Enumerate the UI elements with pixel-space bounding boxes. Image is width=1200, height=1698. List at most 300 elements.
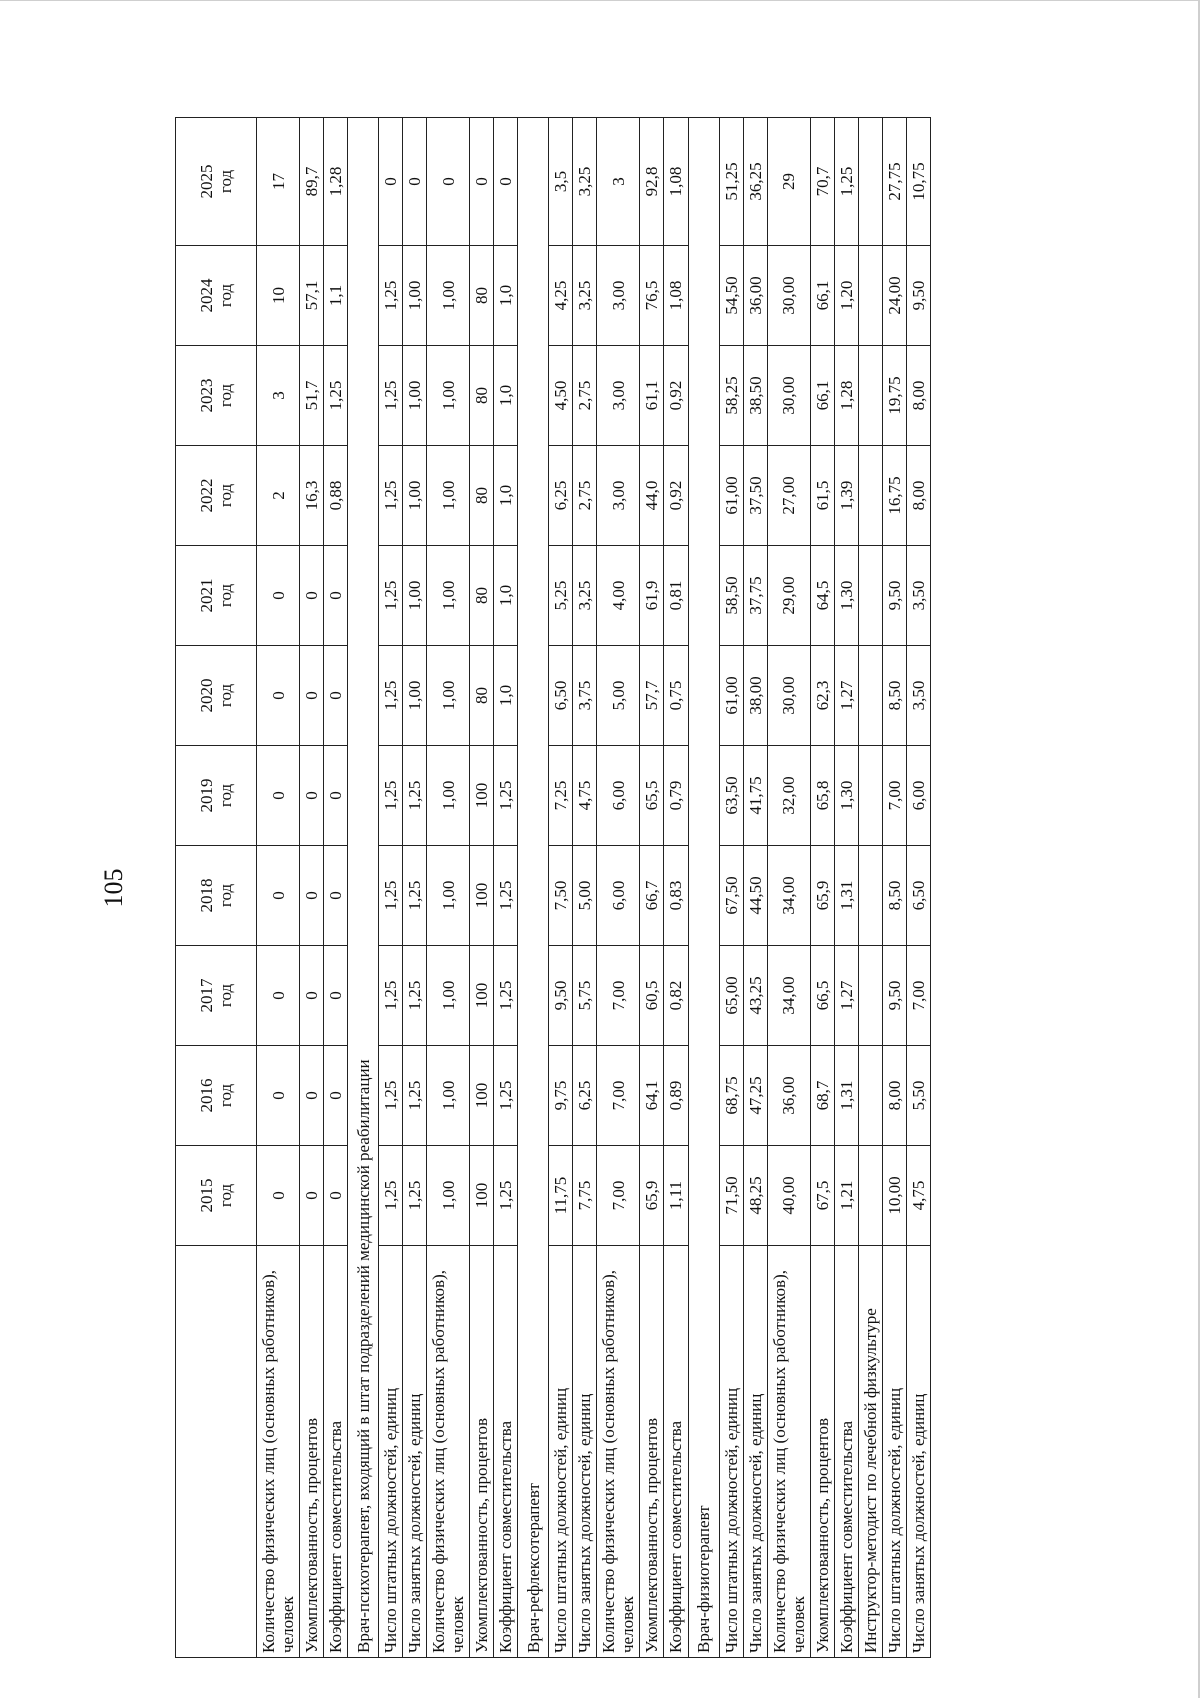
cell-value: 61,5	[810, 446, 834, 546]
row-label: Инструктор-методист по лечебной физкультуре	[858, 1246, 882, 1658]
cell-value: 48,25	[743, 1146, 767, 1246]
section-row	[688, 118, 719, 1658]
cell-value: 1,25	[379, 646, 403, 746]
year-header	[176, 1146, 257, 1246]
cell-value: 44,50	[743, 846, 767, 946]
table-row	[719, 118, 743, 1658]
table-row	[767, 118, 810, 1658]
year-unit: год	[216, 383, 235, 408]
cell-value: 0	[300, 946, 324, 1046]
cell-value: 100	[470, 846, 494, 946]
row-label: Число занятых должностей, единиц	[573, 1246, 597, 1658]
cell-value: 7,25	[549, 746, 573, 846]
cell-value: 17	[257, 118, 300, 246]
cell-value: 3,25	[573, 546, 597, 646]
year-value: 2019	[196, 778, 216, 813]
year-header	[176, 846, 257, 946]
cell-value: 37,75	[743, 546, 767, 646]
year-header	[176, 346, 257, 446]
cell-value: 2,75	[573, 346, 597, 446]
cell-value: 6,25	[549, 446, 573, 546]
cell-value: 100	[470, 946, 494, 1046]
cell-value: 67,5	[810, 1146, 834, 1246]
cell-value: 3,50	[906, 546, 930, 646]
cell-value: 1,00	[403, 446, 427, 546]
row-label: Укомплектованность, процентов	[300, 1246, 324, 1658]
cell-value: 9,50	[882, 546, 906, 646]
section-title: Врач-рефлексотерапевт	[518, 118, 549, 1658]
cell-value: 0,89	[664, 1046, 688, 1146]
cell-value: 27,00	[767, 446, 810, 546]
cell-value: 0,92	[664, 446, 688, 546]
cell-value: 30,00	[767, 246, 810, 346]
cell-value: 80	[470, 546, 494, 646]
cell-value	[858, 346, 882, 446]
cell-value: 0	[300, 1146, 324, 1246]
cell-value: 5,00	[573, 846, 597, 946]
cell-value: 1,25	[379, 446, 403, 546]
cell-value: 3,25	[573, 246, 597, 346]
cell-value: 3,00	[597, 246, 640, 346]
cell-value: 1,00	[427, 446, 470, 546]
cell-value: 66,5	[810, 946, 834, 1046]
cell-value: 43,25	[743, 946, 767, 1046]
cell-value: 0	[300, 646, 324, 746]
year-unit: год	[216, 169, 235, 194]
cell-value: 30,00	[767, 346, 810, 446]
cell-value: 1,00	[427, 1046, 470, 1146]
table-row	[403, 118, 427, 1658]
table-row	[882, 118, 906, 1658]
cell-value	[858, 246, 882, 346]
cell-value: 1,00	[403, 646, 427, 746]
cell-value: 1,00	[427, 646, 470, 746]
cell-value: 1,11	[664, 1146, 688, 1246]
cell-value: 16,3	[300, 446, 324, 546]
cell-value: 11,75	[549, 1146, 573, 1246]
year-value: 2018	[196, 878, 216, 913]
year-unit: год	[216, 483, 235, 508]
row-label: Число штатных должностей, единиц	[882, 1246, 906, 1658]
cell-value: 29,00	[767, 546, 810, 646]
cell-value: 0	[300, 746, 324, 846]
table-row	[470, 118, 494, 1658]
cell-value: 6,50	[549, 646, 573, 746]
cell-value: 0	[257, 1046, 300, 1146]
cell-value: 65,00	[719, 946, 743, 1046]
cell-value: 68,75	[719, 1046, 743, 1146]
cell-value: 58,25	[719, 346, 743, 446]
cell-value: 36,00	[743, 246, 767, 346]
cell-value: 1,00	[427, 246, 470, 346]
row-label: Число занятых должностей, единиц	[403, 1246, 427, 1658]
cell-value: 1,25	[403, 1146, 427, 1246]
section-row	[348, 118, 379, 1658]
cell-value: 10,75	[906, 118, 930, 246]
cell-value: 100	[470, 746, 494, 846]
cell-value: 0	[257, 546, 300, 646]
cell-value: 1,25	[324, 346, 348, 446]
table-row	[858, 118, 882, 1658]
row-label: Коэффициент совместительства	[494, 1246, 518, 1658]
cell-value	[858, 118, 882, 246]
cell-value: 61,9	[640, 546, 664, 646]
cell-value: 4,75	[906, 1146, 930, 1246]
cell-value: 1,39	[834, 446, 858, 546]
cell-value: 0,92	[664, 346, 688, 446]
cell-value: 3,5	[549, 118, 573, 246]
cell-value: 68,7	[810, 1046, 834, 1146]
cell-value: 3,00	[597, 446, 640, 546]
year-value: 2023	[196, 378, 216, 413]
cell-value: 1,0	[494, 346, 518, 446]
table-row	[324, 118, 348, 1658]
row-label: Укомплектованность, процентов	[470, 1246, 494, 1658]
cell-value: 0	[324, 646, 348, 746]
cell-value: 3,50	[906, 646, 930, 746]
cell-value: 9,50	[906, 246, 930, 346]
cell-value: 6,00	[597, 746, 640, 846]
cell-value: 92,8	[640, 118, 664, 246]
cell-value: 1,25	[403, 746, 427, 846]
cell-value: 8,50	[882, 646, 906, 746]
cell-value	[858, 1046, 882, 1146]
cell-value: 0,79	[664, 746, 688, 846]
page-number: 105	[99, 868, 128, 908]
cell-value: 1,08	[664, 246, 688, 346]
row-label: Коэффициент совместительства	[324, 1246, 348, 1658]
cell-value: 19,75	[882, 346, 906, 446]
cell-value: 1,00	[427, 746, 470, 846]
table-body	[257, 118, 931, 1658]
cell-value: 5,75	[573, 946, 597, 1046]
year-value: 2022	[196, 478, 216, 513]
cell-value: 4,25	[549, 246, 573, 346]
section-title: Врач-психотерапевт, входящий в штат подразделений медицинской реабилитации	[348, 118, 379, 1658]
cell-value: 1,30	[834, 746, 858, 846]
cell-value: 8,00	[906, 346, 930, 446]
cell-value	[858, 1146, 882, 1246]
cell-value: 1,30	[834, 546, 858, 646]
cell-value: 6,00	[597, 846, 640, 946]
table-row	[573, 118, 597, 1658]
cell-value: 1,25	[494, 946, 518, 1046]
cell-value: 36,25	[743, 118, 767, 246]
cell-value: 0	[324, 946, 348, 1046]
cell-value: 2,75	[573, 446, 597, 546]
cell-value: 1,25	[494, 746, 518, 846]
cell-value: 0,88	[324, 446, 348, 546]
cell-value	[858, 546, 882, 646]
cell-value: 0	[324, 1146, 348, 1246]
row-label: Число занятых должностей, единиц	[743, 1246, 767, 1658]
year-value: 2020	[196, 678, 216, 713]
cell-value: 0	[257, 1146, 300, 1246]
cell-value: 1,25	[379, 246, 403, 346]
table-row	[664, 118, 688, 1658]
cell-value: 44,0	[640, 446, 664, 546]
year-header	[176, 118, 257, 246]
table-header-row	[176, 118, 257, 1658]
table-row	[810, 118, 834, 1658]
year-header	[176, 746, 257, 846]
cell-value: 1,00	[403, 246, 427, 346]
table-row	[640, 118, 664, 1658]
cell-value: 1,25	[494, 846, 518, 946]
cell-value	[858, 746, 882, 846]
cell-value	[858, 446, 882, 546]
cell-value: 1,27	[834, 646, 858, 746]
row-label: Укомплектованность, процентов	[810, 1246, 834, 1658]
cell-value: 1,00	[427, 546, 470, 646]
table-row	[906, 118, 930, 1658]
row-label: Число штатных должностей, единиц	[379, 1246, 403, 1658]
cell-value: 1,1	[324, 246, 348, 346]
table-row	[494, 118, 518, 1658]
cell-value: 1,25	[379, 546, 403, 646]
cell-value: 67,50	[719, 846, 743, 946]
cell-value: 76,5	[640, 246, 664, 346]
year-value: 2024	[196, 278, 216, 313]
cell-value: 0	[427, 118, 470, 246]
cell-value: 1,31	[834, 1046, 858, 1146]
cell-value: 1,28	[834, 346, 858, 446]
cell-value: 4,50	[549, 346, 573, 446]
year-header	[176, 546, 257, 646]
cell-value: 1,25	[403, 946, 427, 1046]
cell-value: 100	[470, 1046, 494, 1146]
cell-value: 24,00	[882, 246, 906, 346]
year-unit: год	[216, 1183, 235, 1208]
cell-value: 61,1	[640, 346, 664, 446]
year-value: 2016	[196, 1078, 216, 1113]
cell-value: 1,0	[494, 246, 518, 346]
cell-value: 8,00	[882, 1046, 906, 1146]
year-unit: год	[216, 983, 235, 1008]
cell-value	[858, 646, 882, 746]
cell-value: 7,00	[597, 1046, 640, 1146]
year-header	[176, 646, 257, 746]
cell-value: 57,7	[640, 646, 664, 746]
cell-value: 0	[257, 646, 300, 746]
cell-value: 1,25	[403, 846, 427, 946]
cell-value: 70,7	[810, 118, 834, 246]
cell-value: 80	[470, 646, 494, 746]
cell-value: 29	[767, 118, 810, 246]
year-unit: год	[216, 683, 235, 708]
cell-value: 1,0	[494, 646, 518, 746]
year-unit: год	[216, 583, 235, 608]
year-value: 2017	[196, 978, 216, 1013]
cell-value: 38,00	[743, 646, 767, 746]
cell-value: 0	[324, 746, 348, 846]
year-header	[176, 946, 257, 1046]
cell-value: 64,5	[810, 546, 834, 646]
table-row	[379, 118, 403, 1658]
cell-value: 51,25	[719, 118, 743, 246]
cell-value: 80	[470, 346, 494, 446]
table-row	[549, 118, 573, 1658]
cell-value: 7,50	[549, 846, 573, 946]
cell-value: 61,00	[719, 646, 743, 746]
cell-value: 51,7	[300, 346, 324, 446]
cell-value: 60,5	[640, 946, 664, 1046]
cell-value: 65,5	[640, 746, 664, 846]
cell-value: 1,25	[379, 946, 403, 1046]
year-unit: год	[216, 1083, 235, 1108]
cell-value: 4,75	[573, 746, 597, 846]
cell-value: 63,50	[719, 746, 743, 846]
table-row	[427, 118, 470, 1658]
cell-value: 0	[257, 746, 300, 846]
row-label: Количество физических лиц (основных работников), человек	[427, 1246, 470, 1658]
cell-value: 1,0	[494, 546, 518, 646]
cell-value: 3,25	[573, 118, 597, 246]
year-header	[176, 1046, 257, 1146]
year-header	[176, 446, 257, 546]
cell-value: 0,81	[664, 546, 688, 646]
cell-value: 9,50	[549, 946, 573, 1046]
cell-value: 0	[300, 1046, 324, 1146]
cell-value: 65,9	[640, 1146, 664, 1246]
cell-value: 0	[403, 118, 427, 246]
cell-value: 1,25	[379, 746, 403, 846]
cell-value: 0,82	[664, 946, 688, 1046]
cell-value: 32,00	[767, 746, 810, 846]
row-label: Количество физических лиц (основных работников), человек	[767, 1246, 810, 1658]
year-value: 2015	[196, 1178, 216, 1213]
cell-value: 0	[300, 546, 324, 646]
cell-value: 1,00	[403, 346, 427, 446]
cell-value: 0	[324, 846, 348, 946]
cell-value: 1,31	[834, 846, 858, 946]
cell-value: 6,25	[573, 1046, 597, 1146]
cell-value: 1,21	[834, 1146, 858, 1246]
cell-value: 1,25	[379, 846, 403, 946]
section-title: Врач-физиотерапевт	[688, 118, 719, 1658]
cell-value: 9,50	[882, 946, 906, 1046]
cell-value: 40,00	[767, 1146, 810, 1246]
cell-value: 3,00	[597, 346, 640, 446]
cell-value: 6,50	[906, 846, 930, 946]
year-value: 2021	[196, 578, 216, 613]
row-label: Число штатных должностей, единиц	[719, 1246, 743, 1658]
year-unit: год	[216, 883, 235, 908]
row-label: Число штатных должностей, единиц	[549, 1246, 573, 1658]
cell-value: 41,75	[743, 746, 767, 846]
year-unit: год	[216, 283, 235, 308]
cell-value: 1,25	[834, 118, 858, 246]
cell-value: 30,00	[767, 646, 810, 746]
cell-value: 10,00	[882, 1146, 906, 1246]
cell-value: 1,00	[427, 346, 470, 446]
cell-value: 1,25	[379, 1046, 403, 1146]
table-row	[300, 118, 324, 1658]
cell-value: 0	[379, 118, 403, 246]
cell-value: 37,50	[743, 446, 767, 546]
row-label: Коэффициент совместительства	[664, 1246, 688, 1658]
cell-value: 0,83	[664, 846, 688, 946]
cell-value: 1,08	[664, 118, 688, 246]
cell-value: 34,00	[767, 946, 810, 1046]
cell-value: 1,00	[427, 1146, 470, 1246]
cell-value: 1,00	[403, 546, 427, 646]
cell-value: 66,1	[810, 246, 834, 346]
header-label-cell	[176, 1246, 257, 1658]
table-row	[597, 118, 640, 1658]
cell-value: 47,25	[743, 1046, 767, 1146]
table-row	[257, 118, 300, 1658]
row-label: Количество физических лиц (основных работников), человек	[597, 1246, 640, 1658]
cell-value: 7,00	[906, 946, 930, 1046]
cell-value: 2	[257, 446, 300, 546]
cell-value: 7,75	[573, 1146, 597, 1246]
cell-value: 0	[324, 1046, 348, 1146]
cell-value: 0,75	[664, 646, 688, 746]
cell-value: 34,00	[767, 846, 810, 946]
cell-value: 57,1	[300, 246, 324, 346]
cell-value: 8,50	[882, 846, 906, 946]
cell-value: 10	[257, 246, 300, 346]
cell-value: 1,00	[427, 846, 470, 946]
cell-value: 71,50	[719, 1146, 743, 1246]
cell-value: 1,00	[427, 946, 470, 1046]
cell-value	[858, 946, 882, 1046]
row-label: Число занятых должностей, единиц	[906, 1246, 930, 1658]
cell-value: 80	[470, 446, 494, 546]
cell-value: 0	[494, 118, 518, 246]
cell-value: 1,25	[379, 1146, 403, 1246]
rotated-content	[99, 118, 1091, 1658]
staffing-table	[175, 117, 931, 1658]
cell-value: 54,50	[719, 246, 743, 346]
cell-value: 0	[257, 946, 300, 1046]
table-row	[743, 118, 767, 1658]
year-header	[176, 246, 257, 346]
cell-value: 7,00	[597, 946, 640, 1046]
cell-value: 6,00	[906, 746, 930, 846]
cell-value: 100	[470, 1146, 494, 1246]
cell-value: 0	[300, 846, 324, 946]
row-label: Укомплектованность, процентов	[640, 1246, 664, 1658]
cell-value: 9,75	[549, 1046, 573, 1146]
cell-value: 38,50	[743, 346, 767, 446]
cell-value: 65,8	[810, 746, 834, 846]
row-label: Коэффициент совместительства	[834, 1246, 858, 1658]
cell-value: 1,25	[379, 346, 403, 446]
cell-value: 66,7	[640, 846, 664, 946]
cell-value: 4,00	[597, 546, 640, 646]
cell-value: 89,7	[300, 118, 324, 246]
cell-value: 27,75	[882, 118, 906, 246]
cell-value: 5,00	[597, 646, 640, 746]
cell-value: 3	[257, 346, 300, 446]
cell-value: 64,1	[640, 1046, 664, 1146]
cell-value: 0	[257, 846, 300, 946]
cell-value: 80	[470, 246, 494, 346]
cell-value: 1,20	[834, 246, 858, 346]
table-row	[834, 118, 858, 1658]
cell-value: 1,28	[324, 118, 348, 246]
cell-value: 61,00	[719, 446, 743, 546]
cell-value: 5,50	[906, 1046, 930, 1146]
cell-value: 62,3	[810, 646, 834, 746]
cell-value	[858, 846, 882, 946]
cell-value: 66,1	[810, 346, 834, 446]
section-row	[518, 118, 549, 1658]
cell-value: 8,00	[906, 446, 930, 546]
cell-value: 1,25	[403, 1046, 427, 1146]
